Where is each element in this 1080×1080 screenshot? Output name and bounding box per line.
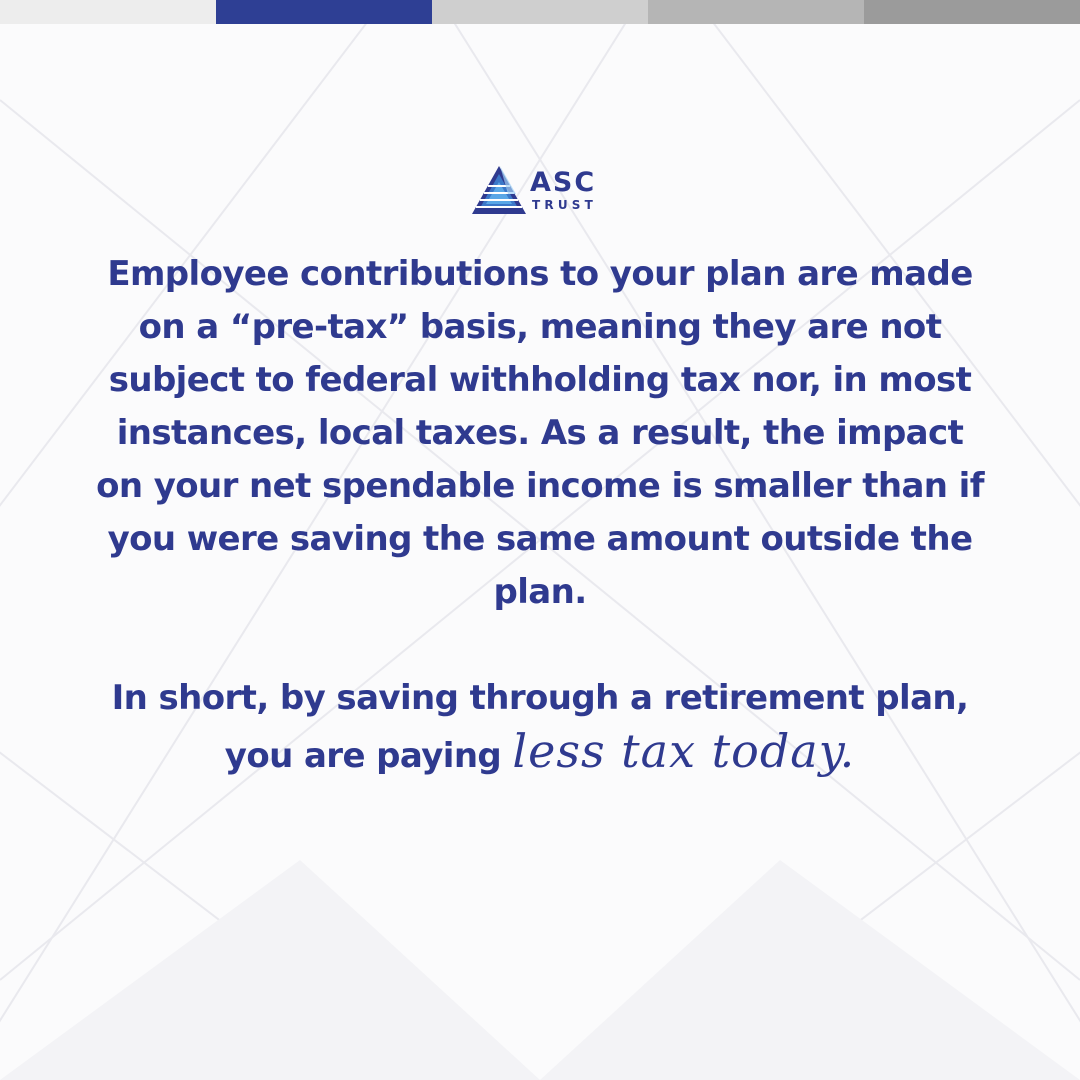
logo-wordmark [530,169,597,211]
triangle-mountain-logo-icon [470,164,528,216]
top-bar-segment-4 [648,0,864,24]
top-bar-segment-5 [864,0,1080,24]
paragraph-summary [90,672,990,783]
logo-name: ASC [530,167,597,198]
asc-trust-logo [470,162,620,218]
top-bar-segment-1 [0,0,216,24]
top-bar-segment-2 [216,0,432,24]
summary-lead-text: In short, by saving through a retirement plan, you are paying [111,678,969,776]
body-copy [90,248,990,783]
logo-tagline: TRUST [532,198,597,212]
top-color-bar [0,0,1080,24]
summary-emphasis-text: less tax today. [512,724,856,778]
top-bar-segment-3 [432,0,648,24]
paragraph-pre-tax: Employee contributions to your plan are made on a “pre-tax” basis, meaning they are not subject to federal withholding tax nor, in most instances, local taxes. As a result, the impact on your net spendable income is smaller than if you were saving the same amount outside the plan. [96,254,984,612]
